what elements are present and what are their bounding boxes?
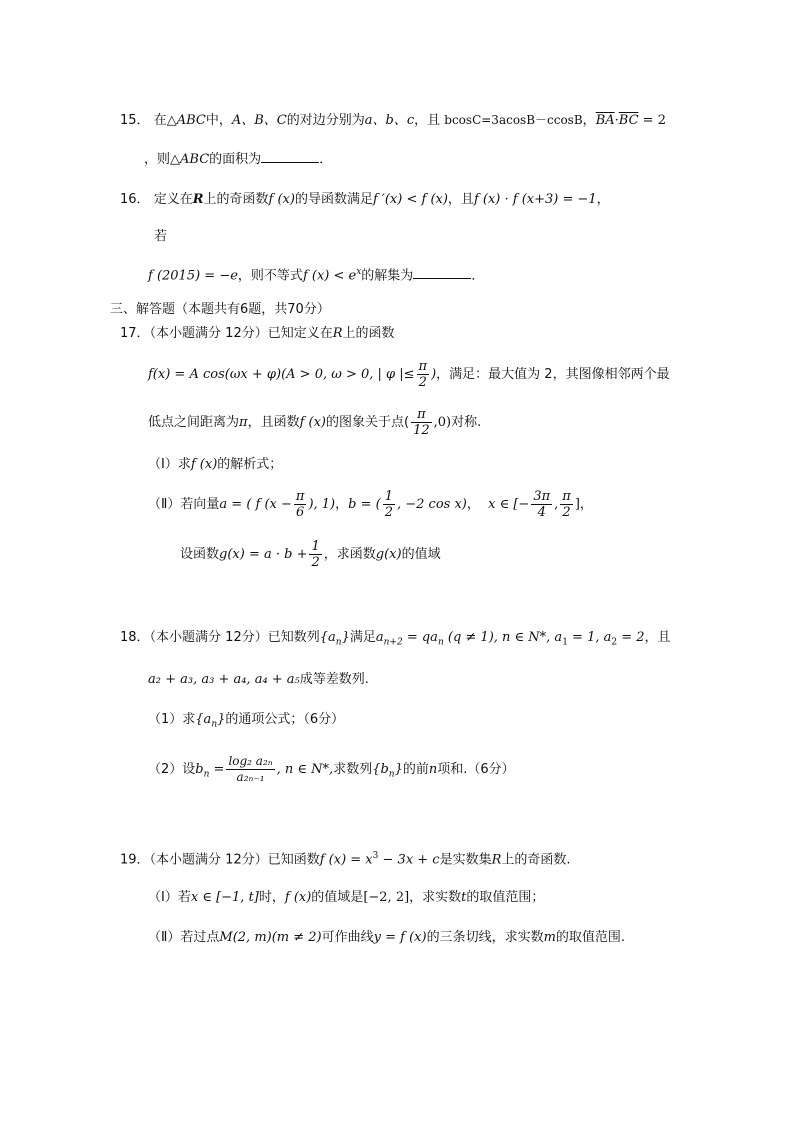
text: 成等差数列.: [299, 672, 369, 687]
vector-ba: $\overline{BA}$: [595, 113, 615, 128]
text: 满足: [349, 630, 376, 645]
text: 项和.（6分）: [437, 762, 515, 777]
math: }: [217, 712, 226, 727]
problem-17-q2: [148, 488, 593, 522]
math: = 2: [638, 113, 666, 128]
problem-15-line-2: [144, 150, 332, 170]
math-sub: n+2: [383, 637, 403, 648]
numerator: π: [562, 489, 571, 504]
math: (q ≠ 1), n ∈ N*, a: [443, 630, 563, 645]
text: （1）求: [148, 712, 196, 727]
problem-17-q3: [180, 538, 441, 572]
math: − 3x + c: [378, 852, 440, 868]
problem-17-line-2: [148, 358, 670, 392]
text: 上的奇函数.: [501, 852, 571, 868]
problem-17-line-1: [120, 324, 395, 344]
math: g(x) = a · b +: [219, 547, 308, 562]
math: a、b、c: [364, 113, 415, 128]
numerator: π: [411, 407, 432, 423]
problem-19-q1: [148, 888, 544, 908]
math: ,0): [433, 415, 452, 430]
text: 是实数集: [439, 852, 492, 868]
math: }: [394, 762, 403, 777]
math-R: R: [192, 192, 204, 207]
math-triangle: △ABC: [166, 113, 206, 128]
math: a: [375, 630, 384, 645]
text: ，: [579, 497, 593, 512]
math: f ′(x) < f (x): [372, 192, 448, 207]
fraction: [531, 489, 552, 520]
math-vector-a: a = ( f (x −: [219, 497, 292, 512]
denominator: 4: [537, 505, 546, 520]
problem-16-line-1: [120, 190, 610, 210]
math: A、B、C: [231, 113, 287, 128]
text: 的解析式；: [217, 457, 283, 472]
text: （2）设: [148, 762, 196, 777]
math: M(2, m)(m ≠ 2): [219, 930, 322, 945]
problem-16-line-2: [154, 227, 167, 247]
problem-18-q2: [148, 752, 515, 793]
problem-number: 16．: [120, 192, 150, 207]
math-vector-b: b = (: [348, 497, 381, 512]
math: ,: [554, 497, 559, 512]
fraction: [383, 489, 395, 520]
math: f (x) = x: [319, 852, 373, 868]
text: ，求实数: [409, 890, 462, 905]
problem-15-line-1: [120, 110, 666, 131]
math: f (x): [268, 192, 295, 207]
math: }: [341, 630, 350, 645]
math: ): [431, 367, 437, 382]
fraction: [560, 489, 573, 520]
math-sub: n: [388, 769, 395, 780]
math: t: [461, 890, 467, 905]
text: ．: [319, 152, 333, 167]
problem-number: 17．: [120, 326, 150, 341]
problem-number: 19．: [120, 852, 150, 868]
numerator: π: [418, 359, 428, 374]
math: ), 1): [308, 497, 336, 512]
problem-17-q1: [148, 455, 282, 475]
denominator: 12: [413, 423, 430, 438]
text: 的取值范围；: [466, 890, 545, 905]
vector-bc: $\overline{BC}$: [618, 113, 639, 128]
text: 设函数: [180, 547, 220, 562]
text: （Ⅰ）若: [148, 890, 191, 905]
fraction: [309, 539, 321, 570]
text: ，求函数: [323, 547, 376, 562]
math-triangle: △ABC: [170, 152, 210, 167]
text: ，且: [447, 192, 474, 207]
text: 的前: [402, 762, 429, 777]
math-R: R: [491, 852, 502, 868]
text: 的面积为: [209, 152, 262, 167]
math: y = f (x): [373, 930, 427, 945]
text: ，则不等式: [237, 268, 303, 284]
math: f (x) < e: [302, 268, 357, 284]
text: （Ⅱ）若向量: [148, 497, 220, 512]
text: 的对边分别为: [286, 113, 365, 128]
text: （本小题满分 12分）已知定义在: [149, 326, 333, 341]
math: , −2 cos x): [396, 497, 467, 512]
text: ，则: [144, 152, 171, 167]
math: f (x): [190, 457, 218, 472]
denominator: 6: [296, 505, 305, 520]
text: （本小题满分 12分）已知函数: [149, 852, 320, 868]
math-domain: x ∈ [−: [488, 497, 530, 512]
dot: ·: [614, 113, 619, 128]
math-R: R: [332, 326, 343, 341]
math-equation: bcosC=3acosB－ccosB: [444, 113, 583, 127]
section-3-heading: 三、解答题（本题共有6题，共70分）: [110, 302, 330, 317]
math-sup: 3: [372, 851, 379, 861]
text: 的解集为: [361, 268, 414, 284]
problem-number: 15．: [120, 113, 150, 128]
answer-blank: [413, 266, 471, 279]
text: ，: [596, 192, 610, 207]
problem-number: 18．: [120, 630, 150, 645]
text: 的取值范围.: [555, 930, 626, 945]
text: ，且: [644, 630, 671, 645]
text: 求数列: [333, 762, 373, 777]
math-sup: x: [356, 267, 362, 277]
math: [−2, 2]: [363, 890, 410, 905]
math: a₂ + a₃, a₃ + a₄, a₄ + a₅: [148, 672, 300, 687]
math-sub: n: [211, 719, 218, 730]
text: 的值域: [401, 547, 441, 562]
denominator: 2: [562, 505, 571, 520]
denominator: 2: [384, 505, 393, 520]
text: 上的奇函数: [203, 192, 269, 207]
denominator: a₂ₙ₋₁: [236, 770, 265, 784]
math-sub: 1: [562, 637, 568, 648]
math: f (x): [284, 890, 312, 905]
math-sub: 2: [611, 637, 618, 648]
text: 低点之间距离为: [148, 415, 240, 430]
text: 的值域是: [311, 890, 364, 905]
text: ，: [466, 497, 480, 512]
math: {b: [372, 762, 389, 777]
text: （本小题满分 12分）已知数列: [149, 630, 320, 645]
text: 可作曲线: [321, 930, 374, 945]
math: b: [195, 762, 204, 777]
math: g(x): [375, 547, 402, 562]
math-sub: n: [437, 637, 444, 648]
math: f (x) · f (x+3) = −1: [473, 192, 597, 207]
math-function: f(x) = A cos(ωx + φ)(A > 0, ω > 0, | φ |≤: [148, 367, 415, 382]
math: f (2015) = −e: [148, 268, 238, 284]
text: （Ⅰ）求: [148, 457, 191, 472]
fraction: [226, 754, 274, 785]
text: ，: [335, 497, 349, 512]
text: ．: [471, 268, 485, 284]
fraction: [294, 489, 307, 520]
math: ]: [574, 497, 580, 512]
text: 的通项公式；（6分）: [225, 712, 345, 727]
text: ，且函数: [247, 415, 300, 430]
math: , n ∈ N*,: [276, 762, 334, 777]
math: = 2: [617, 630, 645, 645]
math: n: [428, 762, 438, 777]
text: 的导函数满足: [294, 192, 373, 207]
math: = 1, a: [567, 630, 612, 645]
math: =: [209, 762, 225, 777]
numerator: 3π: [533, 489, 551, 504]
text: 中，: [205, 113, 232, 128]
problem-19-q2: [148, 928, 625, 948]
text: 在: [153, 113, 167, 128]
answer-blank: [261, 150, 319, 163]
text: 的图象关于点(: [326, 415, 410, 430]
math: {a: [319, 630, 336, 645]
problem-19-line-1: [120, 846, 571, 870]
text: ，且: [414, 113, 441, 128]
numerator: 1: [384, 489, 393, 504]
problem-18-line-1: [120, 628, 671, 653]
text: （Ⅱ）若过点: [148, 930, 220, 945]
text: ，: [582, 113, 596, 128]
problem-18-q1: [148, 710, 344, 735]
math: m: [543, 930, 556, 945]
math: x ∈ [−1, t]: [190, 890, 259, 905]
denominator: 2: [311, 555, 320, 570]
numerator: π: [295, 489, 305, 504]
text: ，满足：最大值为 2，其图像相邻两个最: [436, 367, 670, 382]
denominator: 2: [418, 375, 427, 390]
text: 定义在: [153, 192, 193, 207]
problem-18-line-2: [148, 670, 369, 690]
math: {a: [195, 712, 212, 727]
math: f (x): [299, 415, 326, 430]
math-sub: n: [335, 637, 342, 648]
fraction: [417, 359, 430, 390]
numerator: 1: [311, 539, 320, 554]
numerator: log₂ a₂ₙ: [228, 754, 273, 768]
text: 时，: [258, 890, 285, 905]
problem-16-line-3: [148, 262, 484, 286]
text: 的三条切线，求实数: [426, 930, 544, 945]
math-sub: n: [203, 769, 210, 780]
math: π: [239, 415, 248, 430]
text: 上的函数: [342, 326, 395, 341]
problem-17-line-3: [148, 406, 481, 440]
fraction: [411, 407, 432, 438]
text: 若: [154, 229, 168, 244]
math: = qa: [402, 630, 438, 645]
text: 对称.: [451, 415, 482, 430]
